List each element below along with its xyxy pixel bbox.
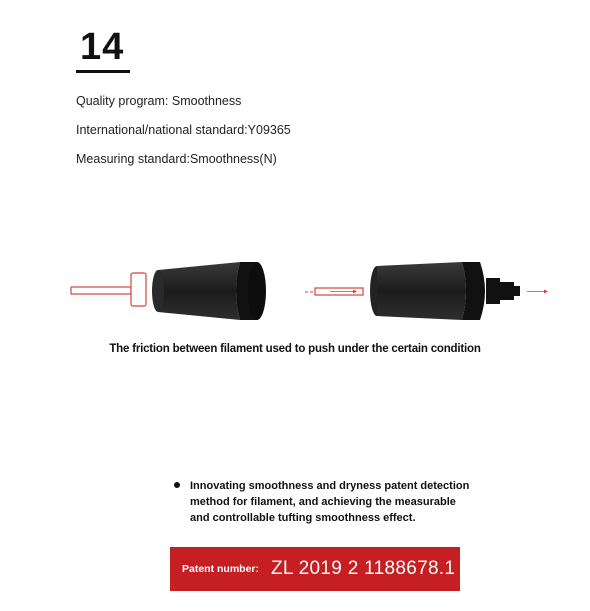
- friction-diagram: [0, 240, 590, 340]
- left-push-plate: [131, 273, 146, 306]
- patent-number-value: ZL 2019 2 1188678.1: [271, 558, 456, 579]
- quality-program-text: Quality program: Smoothness: [76, 94, 242, 108]
- section-number-underline: [76, 70, 130, 73]
- right-shaft-tip: [500, 282, 514, 300]
- left-roller-body: [156, 262, 241, 320]
- right-shaft-block: [486, 278, 500, 304]
- left-filament-rod: [71, 287, 131, 294]
- section-number: 14: [80, 26, 125, 68]
- patent-number-label: Patent number:: [182, 563, 260, 575]
- diagram-caption: The friction between filament used to push under the certain condition: [109, 343, 481, 355]
- measuring-standard-text: Measuring standard:Smoothness(N): [76, 152, 277, 166]
- patent-banner: [170, 547, 460, 591]
- pull-direction-arrowhead: [544, 290, 548, 294]
- patent-description: [170, 478, 470, 526]
- right-pull-assembly: [305, 262, 548, 320]
- left-roller-end: [152, 270, 164, 312]
- right-roller-body: [377, 262, 466, 320]
- right-shaft-end: [514, 286, 520, 296]
- patent-description-text: Innovating smoothness and dryness patent detection method for filament, and achieving the measurable and controllable tufting smoothness effect.: [190, 480, 470, 524]
- left-roller-face: [248, 262, 266, 320]
- bullet-dot-icon: [174, 482, 180, 488]
- left-push-assembly: [71, 262, 266, 320]
- standard-text: International/national standard:Y09365: [76, 123, 291, 137]
